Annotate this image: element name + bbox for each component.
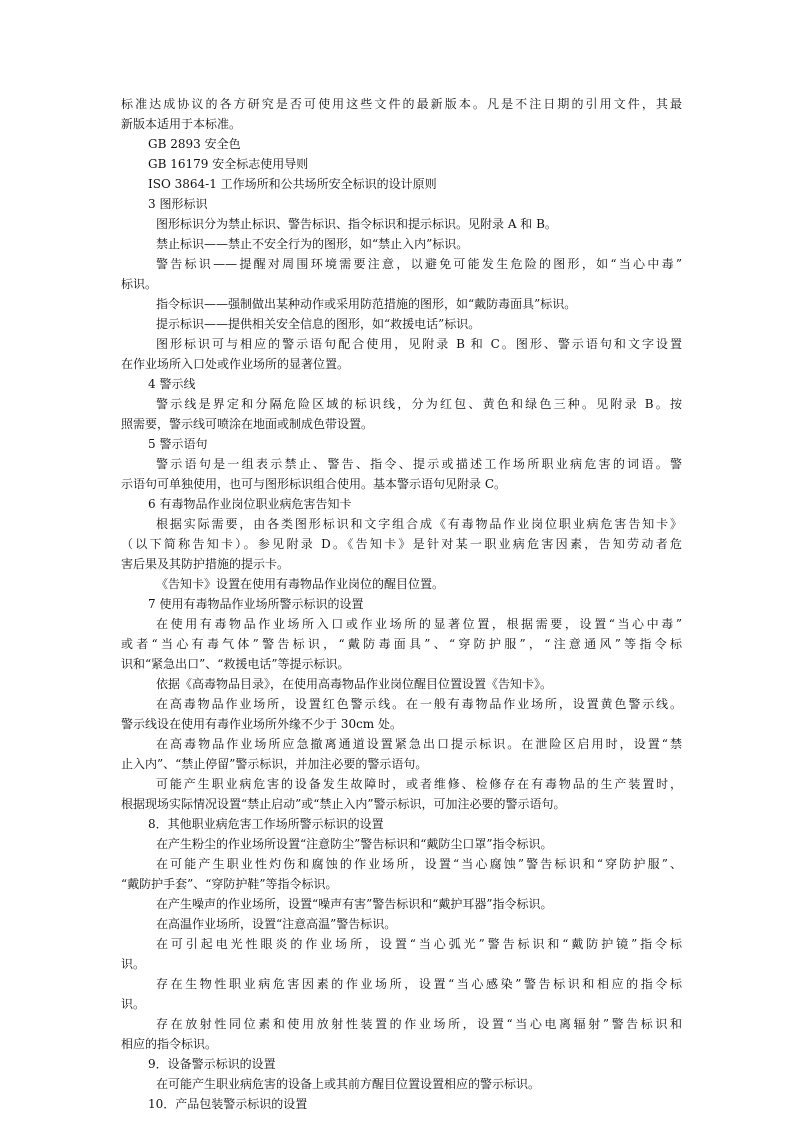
section-heading: 5 警示语句 (148, 437, 208, 451)
paragraph-line: 指令标识——强制做出某种动作或采用防范措施的图形，如“戴防毒面具”标识。 (156, 297, 577, 311)
paragraph-line: 或者“当心有毒气体”警告标识，“戴防毒面具”、“穿防护服”，“注意通风”等指令标 (121, 637, 682, 651)
paragraph-line: 提示标识——提供相关安全信息的图形，如“救援电话”标识。 (156, 317, 481, 331)
paragraph-line: 依据《高毒物品目录》，在使用高毒物品作业岗位醒目位置设置《告知卡》。 (156, 677, 553, 691)
paragraph-line: 在产生噪声的作业场所，设置“噪声有害”警告标识和“戴护耳器”指令标识。 (156, 897, 553, 911)
paragraph-line: 在高毒物品作业场所应急撤离通道设置紧急出口提示标识。在泄险区启用时，设置“禁 (156, 737, 682, 751)
paragraph-line: 在作业场所入口处或作业场所的显著位置。 (121, 357, 350, 371)
paragraph-line: 在产生粉尘的作业场所设置“注意防尘”警告标识和“戴防尘口罩”指令标识。 (156, 837, 553, 851)
paragraph-line: 识。 (121, 997, 146, 1011)
paragraph-line: 在高温作业场所，设置“注意高温”警告标识。 (156, 917, 397, 931)
paragraph-line: 根据实际需要，由各类图形标识和文字组合成《有毒物品作业岗位职业病危害告知卡》 (156, 517, 682, 531)
paragraph-line: 图形标识可与相应的警示语句配合使用，见附录 B 和 C。图形、警示语句和文字设置 (156, 337, 682, 351)
section-heading: 7 使用有毒物品作业场所警示标识的设置 (148, 597, 364, 611)
paragraph-line: 在使用有毒物品作业场所入口或作业场所的显著位置，根据需要，设置“当心中毒” (156, 617, 682, 631)
paragraph-line: 在可引起电光性眼炎的作业场所，设置“当心弧光”警告标识和“戴防护镜”指令标 (156, 937, 682, 951)
section-heading: 3 图形标识 (148, 197, 208, 211)
paragraph-line: 相应的指令标识。 (121, 1037, 218, 1051)
reference-item: ISO 3864-1 工作场所和公共场所安全标识的设计原则 (148, 177, 437, 191)
paragraph-line: 图形标识分为禁止标识、警告标识、指令标识和提示标识。见附录 A 和 B。 (156, 217, 557, 231)
paragraph-line: 可能产生职业病危害的设备发生故障时，或者维修、检修存在有毒物品的生产装置时， (156, 777, 682, 791)
paragraph-line: 止入内”、“禁止停留”警示标识，并加注必要的警示语句。 (121, 757, 428, 771)
paragraph-line: 《告知卡》设置在使用有毒物品作业岗位的醒目位置。 (156, 577, 445, 591)
reference-item: GB 2893 安全色 (148, 137, 241, 151)
paragraph-line: 识和“紧急出口”、“救援电话”等提示标识。 (121, 657, 350, 671)
paragraph-line: 害后果及其防护措施的提示卡。 (121, 557, 290, 571)
paragraph-line: 禁止标识——禁止不安全行为的图形，如“禁止入内”标识。 (156, 237, 469, 251)
paragraph-line: 在可能产生职业病危害的设备上或其前方醒目位置设置相应的警示标识。 (156, 1077, 541, 1091)
paragraph-line: 警示线是界定和分隔危险区域的标识线，分为红包、黄色和绿色三种。见附录 B。按 (156, 397, 682, 411)
paragraph-line: 在可能产生职业性灼伤和腐蚀的作业场所，设置“当心腐蚀”警告标识和“穿防护服”、 (156, 857, 682, 871)
paragraph-line: 识。 (121, 957, 146, 971)
paragraph-line: 根据现场实际情况设置“禁止启动”或“禁止入内”警示标识，可加注必要的警示语句。 (121, 797, 566, 811)
paragraph-line: 警告标识——提醒对周围环境需要注意，以避免可能发生危险的图形，如“当心中毒” (156, 257, 682, 271)
paragraph-line: 警示语句是一组表示禁止、警告、指令、提示或描述工作场所职业病危害的词语。警 (156, 457, 682, 471)
paragraph-line: 标识。 (121, 277, 158, 291)
section-heading: 8．其他职业病危害工作场所警示标识的设置 (148, 817, 384, 831)
paragraph-line: 警示线设在使用有毒作业场所外缘不少于 30cm 处。 (121, 717, 402, 731)
paragraph-line: 在高毒物品作业场所，设置红色警示线。在一般有毒物品作业场所，设置黄色警示线。 (156, 697, 682, 711)
section-heading: 10．产品包装警示标识的设置 (148, 1097, 308, 1111)
paragraph-line: 标准达成协议的各方研究是否可使用这些文件的最新版本。凡是不注日期的引用文件，其最 (121, 97, 682, 111)
section-heading: 4 警示线 (148, 377, 196, 391)
paragraph-line: 示语句可单独使用，也可与图形标识组合使用。基本警示语句见附录 C。 (121, 477, 506, 491)
reference-item: GB 16179 安全标志使用导则 (148, 157, 309, 171)
paragraph-line: “戴防护手套”、“穿防护鞋”等指令标识。 (121, 877, 338, 891)
section-heading: 6 有毒物品作业岗位职业病危害告知卡 (148, 497, 352, 511)
paragraph-line: 存在生物性职业病危害因素的作业场所，设置“当心感染”警告标识和相应的指令标 (156, 977, 682, 991)
paragraph-line: 存在放射性同位素和使用放射性装置的作业场所，设置“当心电离辐射”警告标识和 (156, 1017, 682, 1031)
section-heading: 9．设备警示标识的设置 (148, 1057, 276, 1071)
paragraph-line: 新版本适用于本标准。 (121, 117, 242, 131)
paragraph-line: 照需要，警示线可喷涂在地面或制成色带设置。 (121, 417, 374, 431)
paragraph-line: （以下简称告知卡）。参见附录 D。《告知卡》是针对某一职业病危害因素，告知劳动者危 (121, 537, 682, 551)
